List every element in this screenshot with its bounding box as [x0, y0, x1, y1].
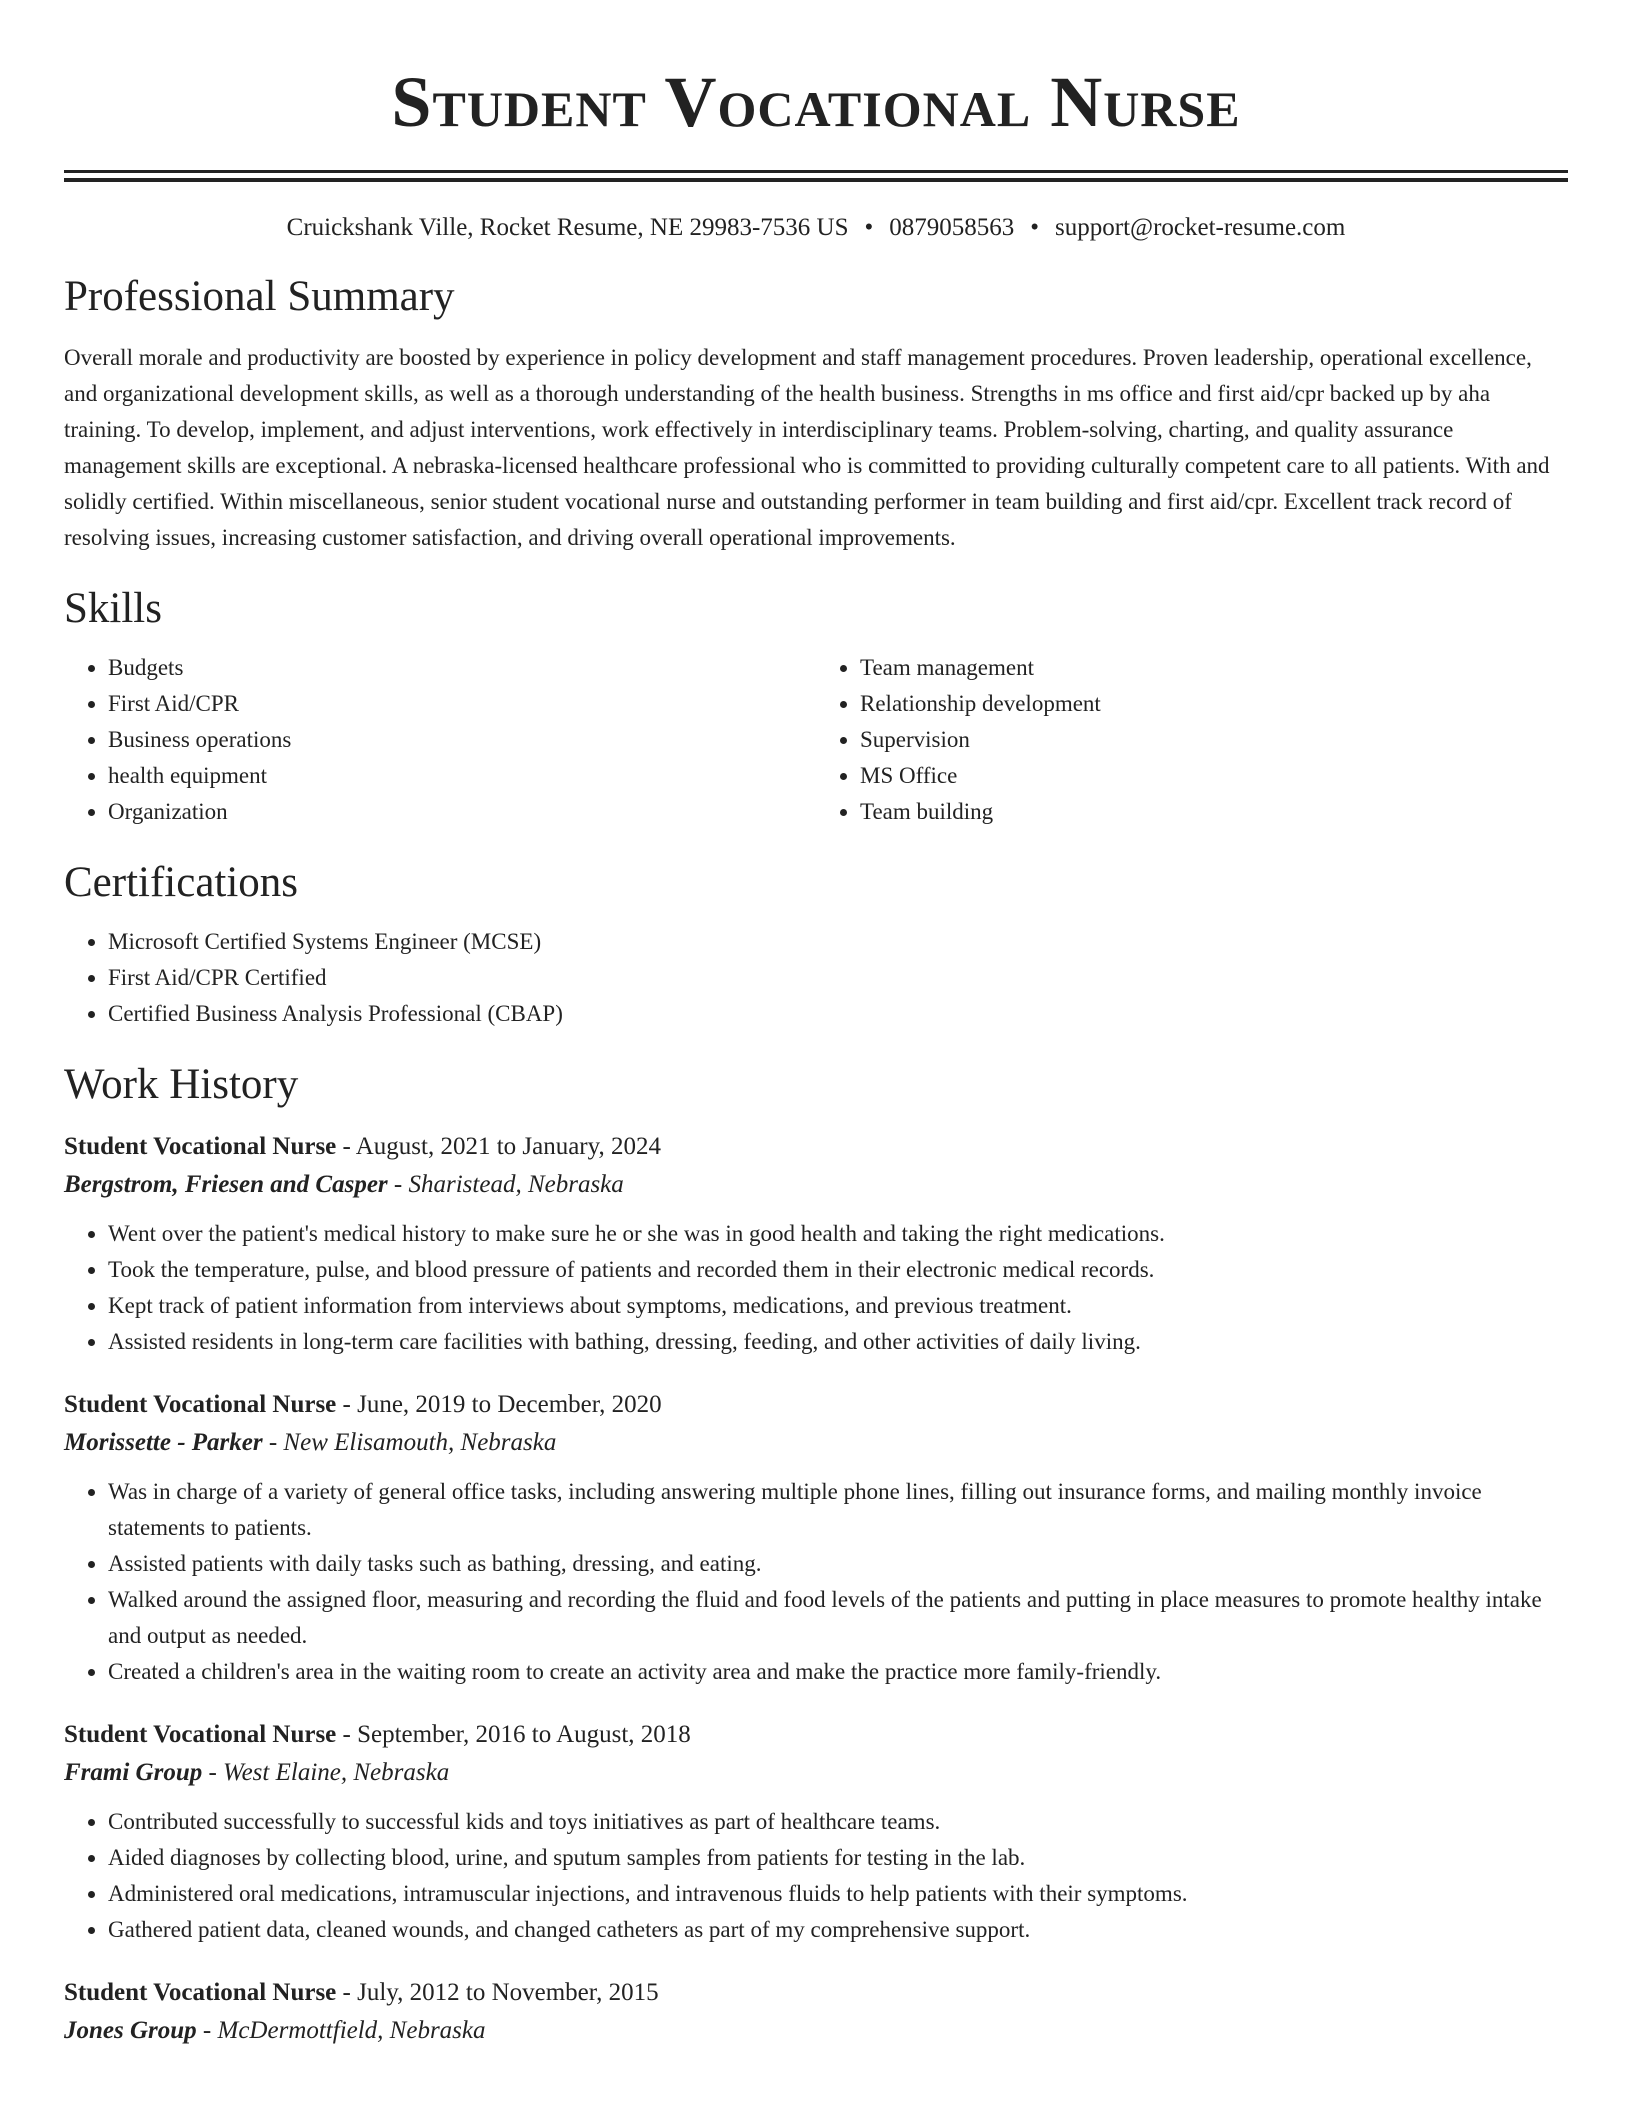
job-title: Student Vocational Nurse [64, 1391, 337, 1418]
job-title-line [64, 1716, 1568, 1754]
job-company: Bergstrom, Friesen and Casper [64, 1171, 388, 1198]
job-company-line [64, 1754, 1568, 1792]
job-title: Student Vocational Nurse [64, 1721, 337, 1748]
contact-separator: • [1030, 214, 1040, 241]
skill-item: • Business operations [108, 722, 816, 758]
skills-section [64, 582, 1568, 830]
job-duty: • Contributed successfully to successful kids and toys initiatives as part of healthcare teams. [108, 1804, 1568, 1840]
certifications-list [64, 924, 1568, 1032]
skill-item: • health equipment [108, 758, 816, 794]
summary-text: Overall morale and productivity are boosted by experience in policy development and staff management procedures. Proven leadership, operational excellence, and organizational development skills, as well as a thorough understanding of the health business. Strengths in ms office and first aid/cpr backed up by aha training. To develop, implement, and adjust interventions, work effectively in interdisciplinary teams. Problem-solving, charting, and quality assurance management skills are exceptional. A nebraska-licensed healthcare professional who is committed to providing culturally competent care to all patients. With and solidly certified. Within miscellaneous, senior student vocational nurse and outstanding performer in team building and first aid/cpr. Excellent track record of resolving issues, increasing customer satisfaction, and driving overall operational improvements. [64, 345, 1550, 550]
job-duty: • Administered oral medications, intramuscular injections, and intravenous fluids to help patients with their symptoms. [108, 1876, 1568, 1912]
page-title: Student Vocational Nurse [391, 62, 1241, 142]
certifications-heading: Certifications [64, 859, 299, 906]
job-duty: • Gathered patient data, cleaned wounds, and changed catheters as part of my comprehensive support. [108, 1912, 1568, 1948]
job-duties [64, 1216, 1568, 1360]
job-company-line [64, 1424, 1568, 1462]
job-location: - McDermottfield, Nebraska [196, 2017, 486, 2044]
skill-item: • Relationship development [860, 686, 1568, 722]
certification-item: • First Aid/CPR Certified [108, 960, 1568, 996]
job-location: - Sharistead, Nebraska [387, 1171, 624, 1198]
contact-email: support@rocket-resume.com [1055, 214, 1346, 241]
job-duties [64, 1804, 1568, 1948]
certification-item: • Certified Business Analysis Professional (CBAP) [108, 996, 1568, 1032]
title-divider [64, 170, 1568, 182]
job-duties [64, 1474, 1568, 1690]
job-location: - New Elisamouth, Nebraska [262, 1429, 557, 1456]
job-title: Student Vocational Nurse [64, 1133, 337, 1160]
job-title: Student Vocational Nurse [64, 1979, 337, 2006]
skill-item: • Supervision [860, 722, 1568, 758]
contact-line [64, 212, 1568, 244]
job-entry [64, 1128, 1568, 1360]
job-duty: • Kept track of patient information from interviews about symptoms, medications, and previous treatment. [108, 1288, 1568, 1324]
skills-grid [64, 650, 1568, 830]
skills-list-left [64, 650, 816, 830]
job-company: Jones Group [64, 2017, 197, 2044]
job-company: Morissette - Parker [64, 1429, 263, 1456]
job-entry [64, 1386, 1568, 1690]
skill-item: • Budgets [108, 650, 816, 686]
skill-item: • First Aid/CPR [108, 686, 816, 722]
job-dates: - August, 2021 to January, 2024 [336, 1133, 662, 1160]
contact-separator: • [864, 214, 874, 241]
summary-section [64, 270, 1568, 556]
job-title-line [64, 1386, 1568, 1424]
job-entry [64, 1716, 1568, 1948]
skill-item: • Team management [860, 650, 1568, 686]
skill-item: • Team building [860, 794, 1568, 830]
job-title-line [64, 1128, 1568, 1166]
contact-address: Cruickshank Ville, Rocket Resume, NE 29983-7536 US [286, 214, 849, 241]
job-duty: • Was in charge of a variety of general office tasks, including answering multiple phone lines, filling out insurance forms, and mailing monthly invoice statements to patients. [108, 1474, 1568, 1546]
job-dates: - September, 2016 to August, 2018 [336, 1721, 691, 1748]
skills-heading: Skills [64, 585, 162, 632]
job-company-line [64, 2012, 1568, 2050]
job-duty: • Went over the patient's medical history to make sure he or she was in good health and taking the right medications. [108, 1216, 1568, 1252]
job-company: Frami Group [64, 1759, 203, 1786]
job-dates: - June, 2019 to December, 2020 [336, 1391, 662, 1418]
job-duty: • Assisted residents in long-term care facilities with bathing, dressing, feeding, and other activities of daily living. [108, 1324, 1568, 1360]
work-history-section [64, 1058, 1568, 2050]
job-title-line [64, 1974, 1568, 2012]
skill-item: • Organization [108, 794, 816, 830]
job-company-line [64, 1166, 1568, 1204]
job-dates: - July, 2012 to November, 2015 [336, 1979, 659, 2006]
job-location: - West Elaine, Nebraska [202, 1759, 450, 1786]
certification-item: • Microsoft Certified Systems Engineer (MCSE) [108, 924, 1568, 960]
contact-phone: 0879058563 [889, 214, 1015, 241]
summary-heading: Professional Summary [64, 273, 455, 320]
job-entry [64, 1974, 1568, 2050]
work-history-heading: Work History [64, 1061, 299, 1108]
job-duty: • Assisted patients with daily tasks such as bathing, dressing, and eating. [108, 1546, 1568, 1582]
job-duty: • Created a children's area in the waiting room to create an activity area and make the practice more family-friendly. [108, 1654, 1568, 1690]
job-duty: • Walked around the assigned floor, measuring and recording the fluid and food levels of the patients and putting in place measures to promote healthy intake and output as needed. [108, 1582, 1568, 1654]
certifications-section [64, 856, 1568, 1032]
job-duty: • Took the temperature, pulse, and blood pressure of patients and recorded them in their electronic medical records. [108, 1252, 1568, 1288]
skills-list-right [816, 650, 1568, 830]
job-duty: • Aided diagnoses by collecting blood, urine, and sputum samples from patients for testing in the lab. [108, 1840, 1568, 1876]
skill-item: • MS Office [860, 758, 1568, 794]
